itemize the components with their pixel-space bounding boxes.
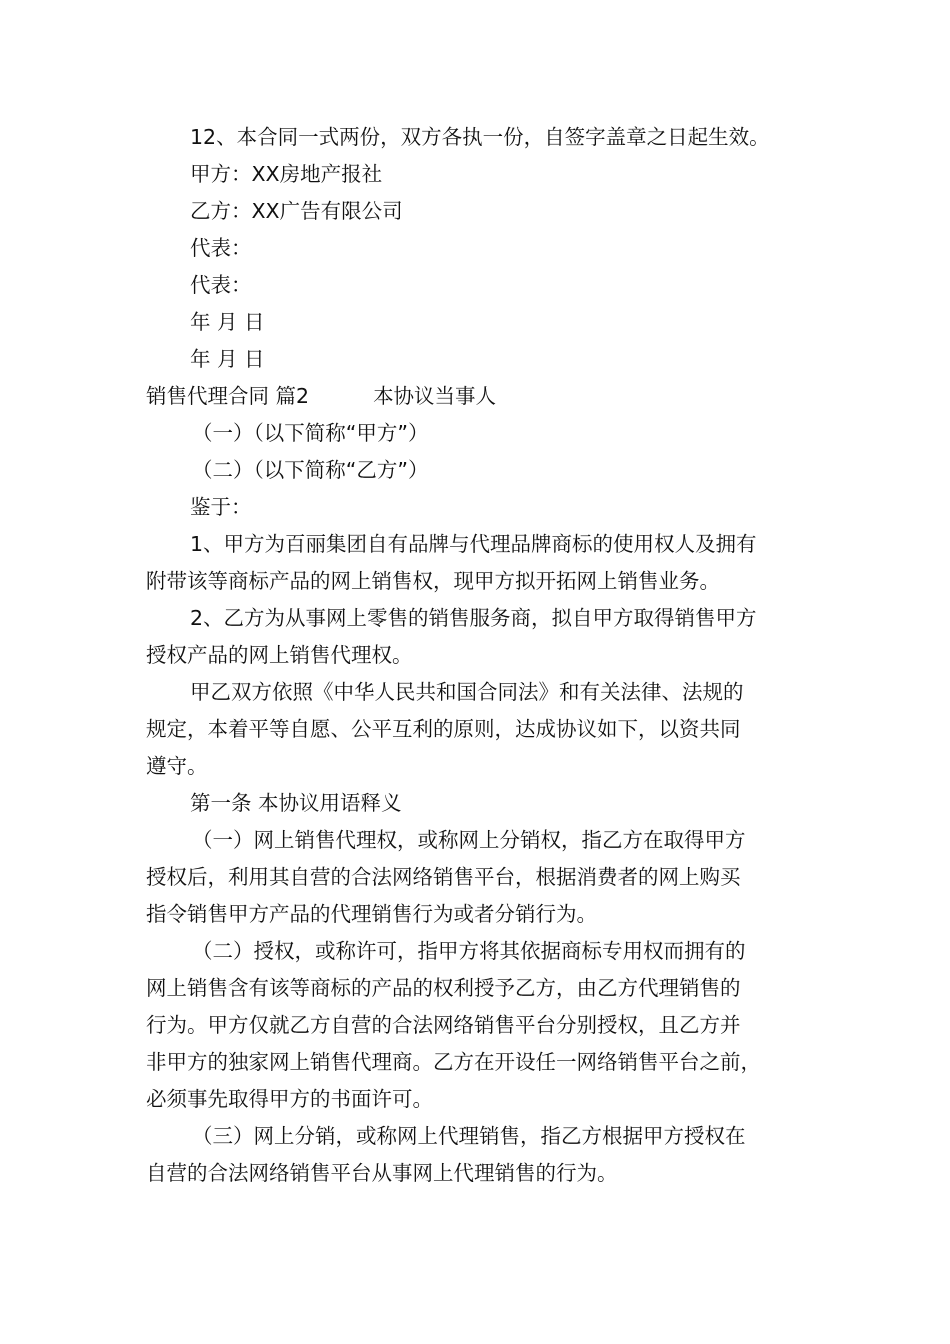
clause-12-text: 12、本合同一式两份，双方各执一份，自签字盖章之日起生效。: [190, 125, 770, 149]
parties-heading: 本协议当事人: [373, 384, 497, 408]
paragraph-line: 2、乙方为从事网上零售的销售服务商，拟自甲方取得销售甲方: [190, 606, 757, 630]
paragraph-line: 授权产品的网上销售代理权。: [146, 643, 413, 667]
paragraph-line: 附带该等商标产品的网上销售权，现甲方拟开拓网上销售业务。: [146, 569, 720, 593]
paragraph-line: 1、甲方为百丽集团自有品牌与代理品牌商标的使用权人及拥有: [190, 532, 757, 556]
section-heading-line: [146, 384, 836, 408]
party-b-line: 乙方：XX广告有限公司: [190, 199, 403, 223]
paragraph-line: 必须事先取得甲方的书面许可。: [146, 1087, 433, 1111]
paragraph-line: 指令销售甲方产品的代理销售行为或者分销行为。: [146, 902, 597, 926]
article-one-heading: 第一条 本协议用语释义: [190, 791, 402, 815]
representative-a-line: 代表：: [190, 236, 252, 260]
party-b-definition: （二）（以下简称“乙方”）: [192, 458, 429, 482]
paragraph-line: 规定，本着平等自愿、公平互利的原则，达成协议如下，以资共同: [146, 717, 741, 741]
paragraph-line: 网上销售含有该等商标的产品的权利授予乙方，由乙方代理销售的: [146, 976, 741, 1000]
paragraph-line: （二）授权，或称许可，指甲方将其依据商标专用权而拥有的: [192, 939, 746, 963]
paragraph-line: （一）网上销售代理权，或称网上分销权，指乙方在取得甲方: [192, 828, 746, 852]
paragraph-line: 自营的合法网络销售平台从事网上代理销售的行为。: [146, 1161, 618, 1185]
party-a-definition: （一）（以下简称“甲方”）: [192, 421, 429, 445]
representative-b-line: 代表：: [190, 273, 252, 297]
paragraph-line: 非甲方的独家网上销售代理商。乙方在开设任一网络销售平台之前，: [146, 1050, 761, 1074]
paragraph-line: 行为。甲方仅就乙方自营的合法网络销售平台分别授权，且乙方并: [146, 1013, 741, 1037]
paragraph-line: 遵守。: [146, 754, 208, 778]
section-heading: 销售代理合同 篇2: [146, 384, 310, 408]
date-line-b: 年 月 日: [190, 347, 265, 371]
party-a-line: 甲方：XX房地产报社: [190, 162, 383, 186]
paragraph-line: （三）网上分销，或称网上代理销售，指乙方根据甲方授权在: [192, 1124, 746, 1148]
whereas-label: 鉴于：: [190, 495, 252, 519]
paragraph-line: 授权后，利用其自营的合法网络销售平台，根据消费者的网上购买: [146, 865, 741, 889]
paragraph-line: 甲乙双方依照《中华人民共和国合同法》和有关法律、法规的: [190, 680, 744, 704]
date-line-a: 年 月 日: [190, 310, 265, 334]
